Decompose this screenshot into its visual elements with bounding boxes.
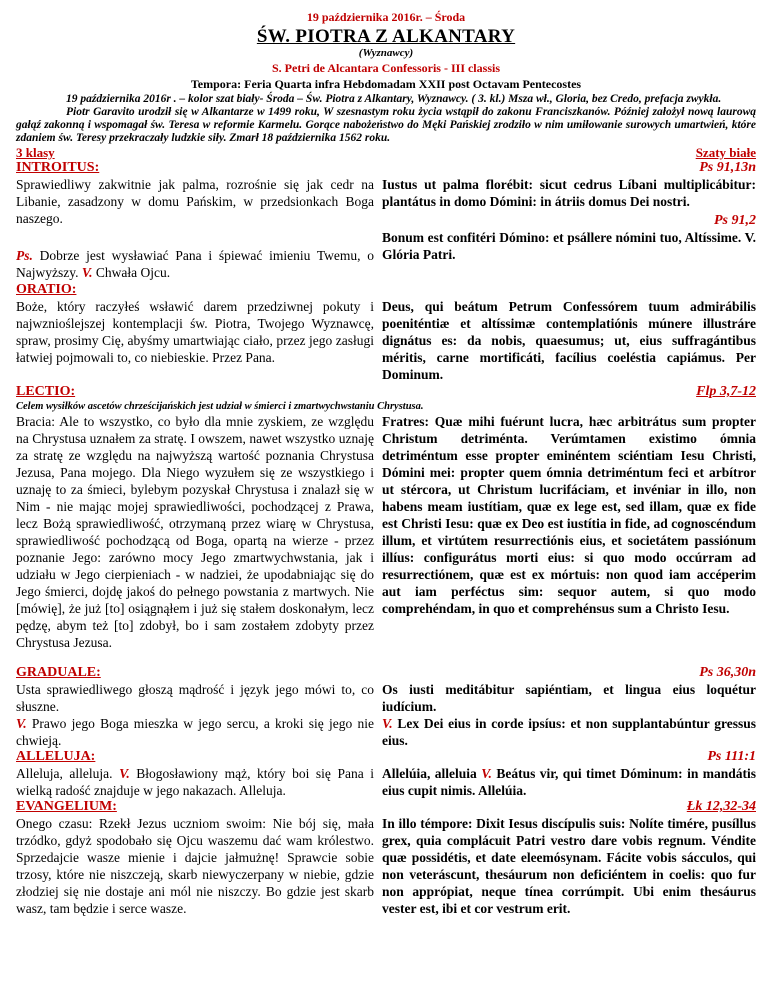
alleluja-ref: Ps 111:1: [707, 749, 756, 764]
versicle-label: V.: [16, 716, 27, 731]
intro-biography: Piotr Garavito urodził się w Alkantarze w 1499 roku, W szesnastym roku życia wstąpił do zakonu Franciszkanów. Później założył nową laurową gałąź zakonną i wspomagał św. Teresa w reformie Karmelu. Gorące nabożeństwo do Męki Pańskiej zrodziło w nim umiłowanie surowych umartwień, które zdaniem św. Teresy przekraczały ludzkie siły. Zmarł 18 października 1562 roku.: [16, 106, 756, 144]
gloria-pl: Chwała Ojcu.: [95, 265, 171, 280]
introitus-psalm-la: Bonum est confitéri Dómino: et psállere nómini tuo, Altíssime. V. Glória Patri.: [382, 230, 756, 262]
latin-feast-name: S. Petri de Alcantara Confessoris - III classis: [272, 61, 500, 75]
graduale-la-text: Os iusti meditábitur sapiéntiam, et lingua eius loquétur iudícium.: [382, 682, 756, 714]
introitus-pl-text: Sprawiedliwy zakwitnie jak palma, rozrośnie się jak cedr na Libanie, zasadzony w domu Pańskim, w przedsionkach Boga naszego.: [16, 177, 374, 226]
graduale-latin: [382, 665, 756, 799]
oratio-polish: [16, 282, 374, 383]
tempora-line: Tempora: Feria Quarta infra Hebdomadam XXII post Octavam Pentecostes: [190, 77, 582, 91]
oratio-la-text: Deus, qui beátum Petrum Confessórem tuum admirábilis poeniténtiæ et altíssimæ contemplatiónis múnere illustráre dignátus es: da nobis, quaesumus; ut, eius suffragántibus méritis, carne mortificáti, facílius coeléstia capiámus. Per Dominum.: [382, 299, 756, 382]
evangelium-head: [16, 799, 756, 815]
alleluja-la-a: Allelúia, alleluia: [382, 766, 477, 781]
class-label: 3 klasy: [16, 145, 55, 160]
introitus-latin: [382, 160, 756, 281]
missal-page: [16, 0, 756, 917]
alleluja-pl-b: Błogosławiony mąż, który boi się Pana i wielką radość znajduje w jego nakazach. Alleluja.: [16, 766, 374, 798]
lectio-pl-text: Bracia: Ale to wszystko, co było dla mnie zyskiem, ze względu na Chrystusa uznałem za stratę. I owszem, nawet wszystko uznaję za stratę ze względu na najwyższą wartość poznania Chrystusa Jezusa, Pana mojego. Dla Niego wyzułem się ze wszystkiego i uznaję to za śmieci, bylebym pozyskał Chrystusa i znalazł się w Nim - nie mając mojej sprawiedliwości, pochodzącej z Prawa, lecz Bożą sprawiedliwość, otrzymaną przez wiarę w Chrystusa, sprawiedliwość pochodzącą od Boga, opartą na wierze - przez poznanie Jego: zarówno mocy Jego zmartwychwstania, jak i udziału w Jego cierpieniach - w nadziei, że upodabniając się do Jego śmierci, dojdę jakoś do pełnego powstania z martwych. Nie [mówię], że już [to] osiągnąłem i już się stałem doskonałym, lecz pędzę, abym też [to] zdobył, bo i sam zostałem zdobyty przez Chrystusa Jezusa.: [16, 414, 374, 650]
introitus-ref2: Ps 91,2: [714, 213, 756, 228]
oratio-heading: ORATIO:: [16, 282, 77, 297]
versicle-label: V.: [382, 716, 393, 731]
graduale-v-pl: Prawo jego Boga mieszka w jego sercu, a kroki się jego nie chwieją.: [16, 716, 374, 748]
psalm-pl-text: Dobrze jest wysławiać Pana i śpiewać imieniu Twemu, o Najwyższy.: [16, 248, 375, 280]
ps-label: Ps.: [16, 248, 33, 263]
graduale-versicle-la: [382, 715, 756, 749]
lectio-ref: Flp 3,7-12: [696, 384, 756, 399]
versicle-label: V.: [119, 766, 130, 781]
graduale-versicle-pl: [16, 715, 374, 749]
subtitle: (Wyznawcy): [358, 47, 414, 59]
versicle-label: V.: [481, 766, 492, 781]
page-title: ŚW. PIOTRA Z ALKANTARY: [256, 26, 516, 47]
alleluja-la-b: Beátus vir, qui timet Dóminum: in mandátis eius cupit nimis. Allelúia.: [382, 766, 757, 798]
introitus-heading: INTROITUS:: [16, 160, 100, 175]
graduale-polish: [16, 665, 374, 799]
vestment-label: Szaty białe: [695, 145, 756, 160]
intro-block: [16, 93, 756, 145]
intro-rubric: 19 października 2016r . – kolor szat biały- Środa – Św. Piotra z Alkantary, Wyznawcy. ( 3. kl.) Msza wł., Gloria, bez Credo, prefacja zwykła.: [66, 93, 722, 105]
alleluja-pl: [16, 765, 374, 799]
class-bar: [16, 145, 756, 160]
date-header: 19 października 2016r. – Środa: [306, 10, 466, 24]
introitus-psalm-pl: [16, 247, 374, 281]
alleluja-heading: ALLELUJA:: [16, 749, 96, 764]
lectio-section: [16, 413, 756, 651]
lectio-la-text: Fratres: Quæ mihi fuérunt lucra, hæc arbitrátus sum propter Christum detriménta. Verúmtamen existimo ómnia detriméntum esse propter eminéntem sciéntiam Iesu Christi, Dómini mei: propter quem ómnia detriméntum feci et arbítror ut stércora, ut Christum lucrifáciam, et invéniar in illo, non habens meam iustítiam, quæ ex lege est, sed illam, quæ ex fide est Christi Iesu: quæ ex Deo est iustítia in fide, ad cognoscéndum illum, et virtútem resurrectiónis eius, et societátem passiónum illíus: configurátus morti eius: si quo modo occúrram ad resurrectiónem, quæ est ex mórtuis: non quod iam accéperim aut iam perféctus sim: sequor autem, si quo modo comprehéndam, in quo et comprehénsus sum a Christo Iesu.: [382, 414, 756, 616]
evangelium-la-text: In illo témpore: Dixit Iesus discípulis suis: Nolíte timére, pusíllus grex, quia complácuit Patri vestro dare vobis regnum. Véndite quæ possidétis, et date eleemósynam. Fácite vobis sácculos, qui non veteráscunt, thesáurum non deficiéntem in coelis: quo fur non apprópiat, neque tínea corrúmpit. Ubi enim thesáurus vester est, ibi et cor vestrum erit.: [382, 816, 756, 916]
introitus-polish: [16, 160, 374, 281]
introitus-la-text: Iustus ut palma florébit: sicut cedrus Líbani multiplicábitur: plantátus in domo Dómini: in átriis domus Dei nostri.: [382, 177, 756, 209]
graduale-section: [16, 665, 756, 799]
graduale-heading: GRADUALE:: [16, 665, 101, 680]
oratio-latin: [382, 282, 756, 383]
graduale-ref: Ps 36,30n: [699, 665, 756, 680]
oratio-pl-text: Boże, który raczyłeś wsławić darem przedziwnej pokuty i najwznioślejszej kontemplacji św. Piotra, Twojego Wyznawcę, spraw, prosimy Cię, abyśmy umartwiając ciało, przez jego zasługi łatwiej pojmowali to, co niebieskie. Przez Pana.: [16, 299, 374, 365]
introitus-section: [16, 160, 756, 281]
alleluja-pl-a: Alleluja, alleluja.: [16, 766, 113, 781]
versicle-label: V.: [81, 265, 93, 280]
evangelium-heading: EVANGELIUM:: [16, 799, 117, 814]
lectio-head: [16, 384, 756, 400]
alleluja-la: [382, 765, 756, 799]
graduale-v-la: Lex Dei eius in corde ipsíus: et non supplantabúntur gressus eius.: [382, 716, 757, 748]
lectio-note: Celem wysiłków ascetów chrześcijańskich jest udział w śmierci i zmartwychwstaniu Chrystusa.: [16, 401, 424, 412]
evangelium-ref: Łk 12,32-34: [686, 799, 756, 814]
evangelium-section: [16, 815, 756, 917]
oratio-section: [16, 282, 756, 383]
lectio-heading: LECTIO:: [16, 384, 76, 399]
introitus-ref: Ps 91,13n: [699, 160, 756, 175]
evangelium-pl-text: Onego czasu: Rzekł Jezus uczniom swoim: Nie bój się, mała trzódko, gdyż spodobało się Ojcu waszemu dać wam królestwo. Sprzedajcie wasze mienie i dajcie jałmużnę! Sprawcie sobie trzosy, które nie niszczeją, skarb niewyczerpany w niebie, gdzie złodziej się nie dostaje ani mól nie niszczy. Bo gdzie jest skarb wasz, tam będzie i serce wasze.: [16, 816, 374, 916]
graduale-pl-text: Usta sprawiedliwego głoszą mądrość i język jego mówi to, co słuszne.: [16, 682, 374, 714]
